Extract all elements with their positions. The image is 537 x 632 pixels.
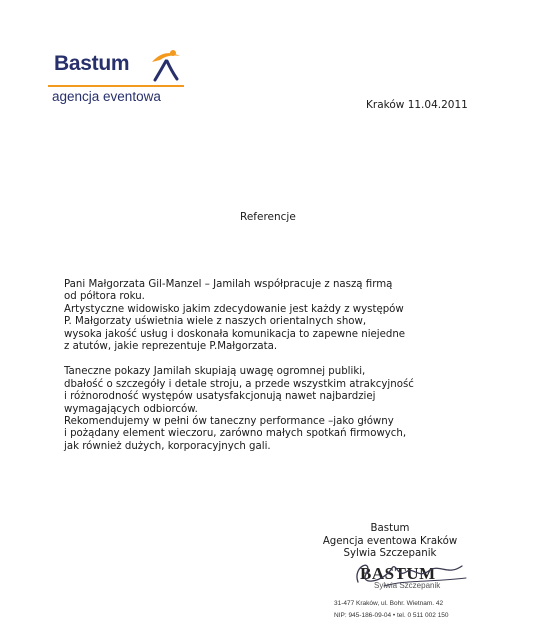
- signature-person: Sylwia Szczepanik: [343, 548, 437, 559]
- logo-name: Bastum: [54, 52, 130, 75]
- company-logo: [44, 46, 194, 108]
- body-line: wysoka jakość usług i doskonała komunikacja to zapewne niejedne: [64, 328, 406, 340]
- letter-title: Referencje: [240, 211, 296, 223]
- handwritten-signature: [344, 552, 474, 596]
- body-line: Artystyczne widowisko jakim zdecydowanie jest każdy z występów: [64, 303, 404, 315]
- logo-underline: [48, 85, 184, 87]
- signature-company: Bastum: [370, 523, 410, 534]
- body-line: jak również dużych, korporacyjnych gali.: [64, 440, 271, 452]
- body-line: Rekomendujemy w pełni ów taneczny performance –jako główny: [64, 416, 394, 428]
- body-line: i różnorodność występów usatysfakcjonują nawet najbardziej: [64, 391, 376, 403]
- logo-figure-icon: [146, 46, 186, 86]
- signature-agency: Agencja eventowa Kraków: [322, 535, 458, 547]
- paragraph-gap: [64, 353, 484, 366]
- body-line: dbałość o szczegóły i detale stroju, a przede wszystkim atrakcyjność: [64, 378, 414, 390]
- body-line: Taneczne pokazy Jamilah skupiają uwagę ogromnej publiki,: [64, 366, 366, 378]
- logo-subtitle: agencja eventowa: [52, 89, 161, 104]
- body-line: od półtora roku.: [64, 291, 145, 303]
- stamp-subtitle: Sylwia Szczepanik: [374, 581, 441, 590]
- letter-date: Kraków 11.04.2011: [366, 99, 468, 111]
- body-line: P. Małgorzaty uświetnia wiele z naszych orientalnych show,: [64, 316, 367, 328]
- letter-body: [64, 279, 484, 453]
- stamp-name: BASTUM: [360, 564, 436, 583]
- stamp-phone: NIP: 945-186-09-04 • tel. 0 511 002 150: [334, 612, 449, 619]
- body-line: Pani Małgorzata Gil-Manzel – Jamilah współpracuje z naszą firmą: [64, 279, 393, 290]
- body-line: z atutów, jakie reprezentuje P.Małgorzata.: [64, 341, 278, 353]
- body-line: i pożądany element wieczoru, zarówno małych spotkań firmowych,: [64, 428, 407, 440]
- stamp-address: 31-477 Kraków, ul. Bohr. Wietnam. 42: [334, 600, 444, 607]
- body-line: wymagających odbiorców.: [64, 403, 198, 415]
